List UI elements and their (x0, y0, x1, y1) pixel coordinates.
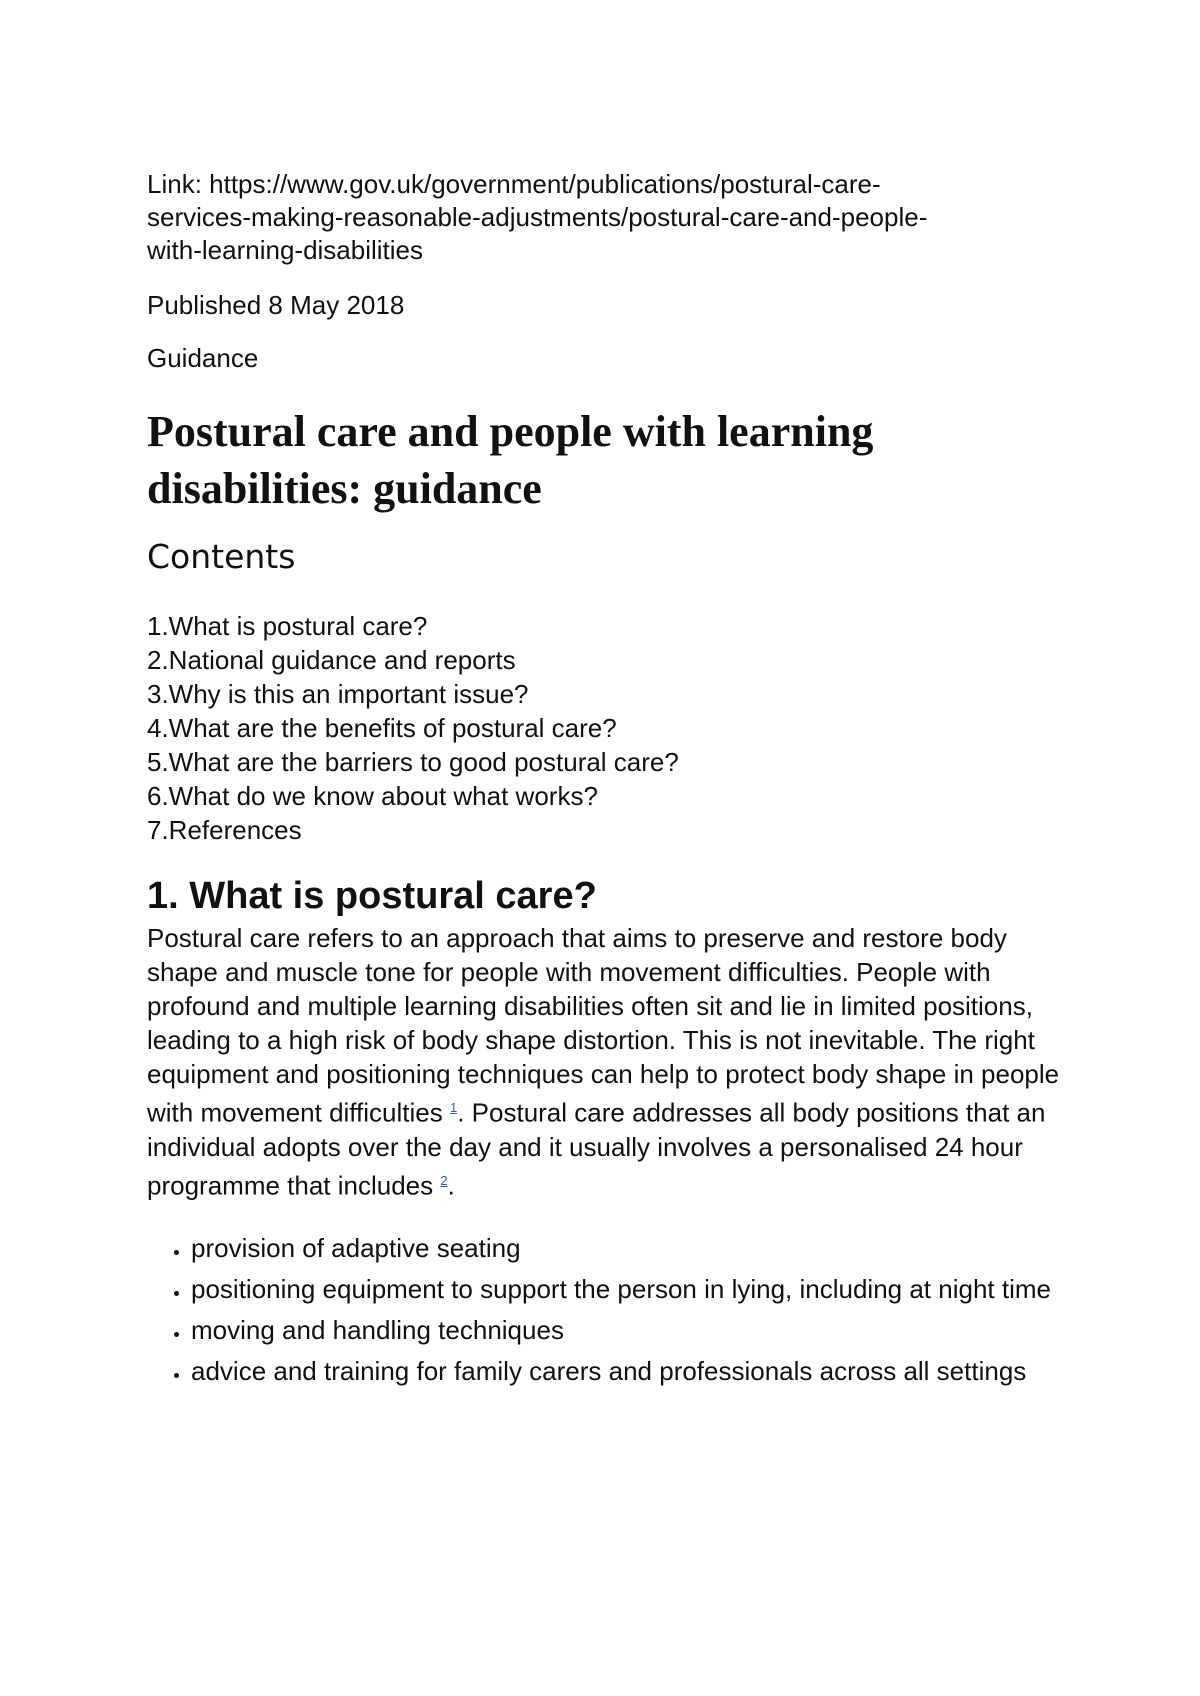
toc-item[interactable]: 1.What is postural care? (147, 611, 428, 641)
page-title-line-1: Postural care and people with learning (147, 407, 874, 456)
toc-item[interactable]: 6.What do we know about what works? (147, 781, 598, 811)
section-1-paragraph (147, 921, 1067, 1202)
list-item: • moving and handling techniques (191, 1314, 1067, 1347)
toc-item[interactable]: 7.References (147, 815, 302, 845)
toc-item[interactable]: 3.Why is this an important issue? (147, 679, 529, 709)
toc-item[interactable]: 4.What are the benefits of postural care? (147, 713, 617, 743)
list-item: • provision of adaptive seating (191, 1232, 1067, 1265)
page-title-line-2: disabilities: guidance (147, 464, 542, 513)
section-1-bullet-list (147, 1232, 1067, 1388)
list-item: • positioning equipment to support the person in lying, including at night time (191, 1273, 1067, 1306)
footnote-link-1[interactable]: 1 (449, 1100, 458, 1115)
source-link-line-3: with-learning-disabilities (147, 235, 424, 265)
section-1-heading: 1. What is postural care? (147, 875, 597, 917)
contents-heading: Contents (147, 537, 296, 576)
paragraph-text: . (447, 1170, 455, 1201)
toc-item[interactable]: 2.National guidance and reports (147, 645, 516, 675)
source-link-line-2: services-making-reasonable-adjustments/postural-care-and-people- (147, 202, 928, 232)
page-title (147, 403, 1067, 517)
published-date: Published 8 May 2018 (147, 290, 405, 320)
list-item: • advice and training for family carers and professionals across all settings (191, 1355, 1067, 1388)
source-link[interactable] (147, 168, 1067, 267)
document-content (147, 168, 1067, 1396)
toc-item[interactable]: 5.What are the barriers to good postural care? (147, 747, 679, 777)
footnote-link-2[interactable]: 2 (440, 1172, 448, 1188)
paragraph-text: Postural care refers to an approach that aims to preserve and restore body shape and muscle tone for people with movement difficulties. People with profound and multiple learning disabilities often sit and lie in limited positions, leading to a high risk of body shape distortion. This is not inevitable. The right equipment and positioning techniques can help to protect body shape in people with movement difficulties (147, 923, 1060, 1128)
source-link-line-1: Link: https://www.gov.uk/government/publications/postural-care- (147, 169, 881, 199)
paragraph-text: . Postural care addresses all body positions that an individual adopts over the day and it usually involves a personalised 24 hour programme that includes (147, 1097, 1046, 1201)
table-of-contents (147, 609, 1067, 847)
document-category: Guidance (147, 343, 259, 373)
